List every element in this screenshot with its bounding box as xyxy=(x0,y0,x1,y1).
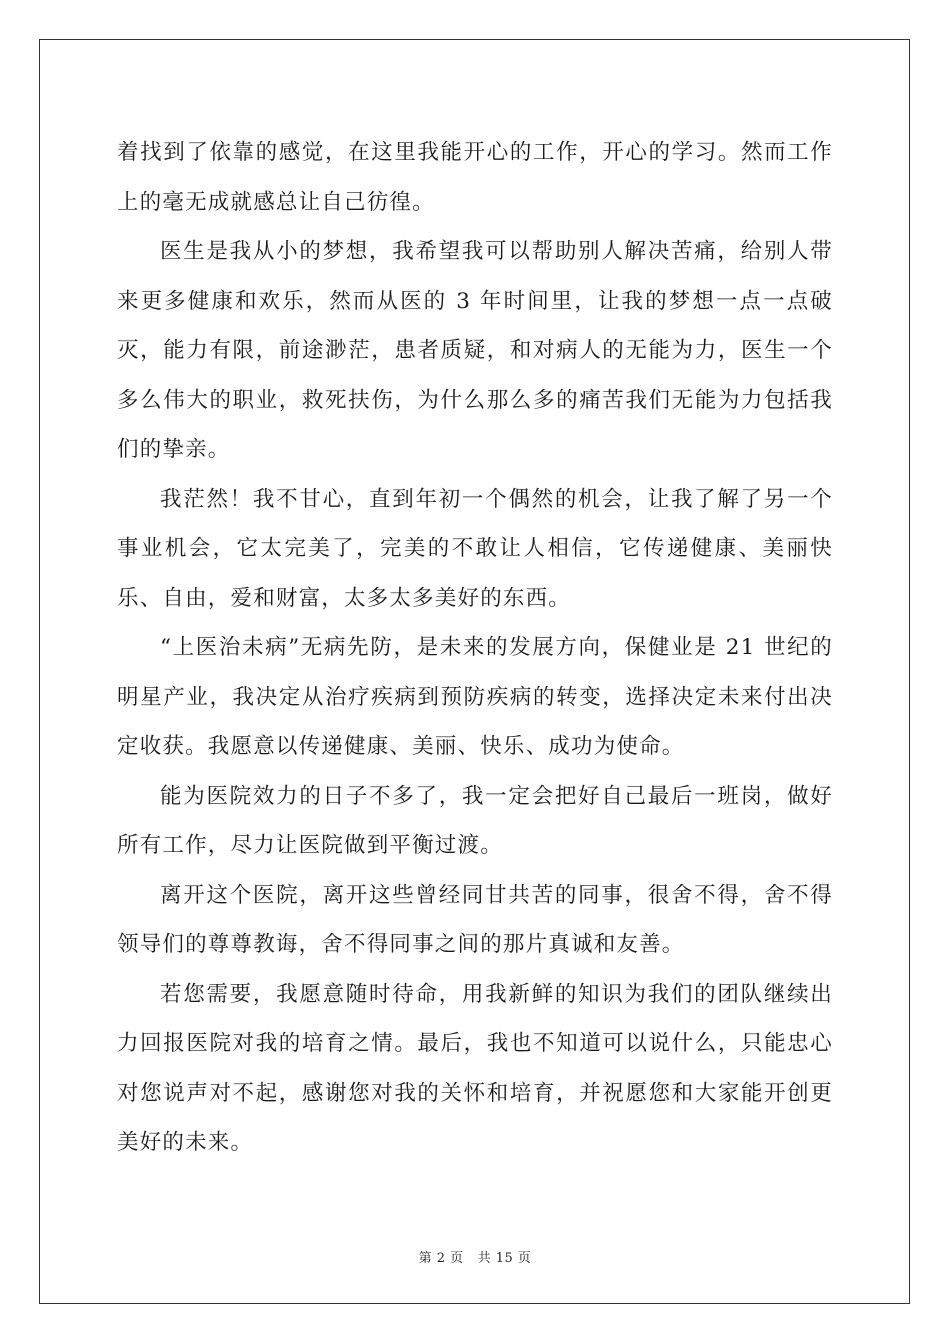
paragraph-2: 医生是我从小的梦想，我希望我可以帮助别人解决苦痛，给别人带来更多健康和欢乐，然而从医的 3 年时间里，让我的梦想一点一点破灭，能力有限，前途渺茫，患者质疑，和对病人的无能为力，医生一个多么伟大的职业，救死扶伤，为什么那么多的痛苦我们无能为力包括我们的挚亲。 xyxy=(117,239,833,462)
page-footer xyxy=(0,1247,950,1266)
page-number: 第 2 页 xyxy=(418,1251,464,1266)
page-total: 共 15 页 xyxy=(477,1251,532,1266)
paragraph-6: 离开这个医院，离开这些曾经同甘共苦的同事，很舍不得，舍不得领导们的尊尊教诲，舍不得同事之间的那片真诚和友善。 xyxy=(117,882,833,957)
paragraph-5: 能为医院效力的日子不多了，我一定会把好自己最后一班岗，做好所有工作，尽力让医院做到平衡过渡。 xyxy=(117,783,833,858)
paragraph-7: 若您需要，我愿意随时待命，用我新鲜的知识为我们的团队继续出力回报医院对我的培育之情。最后，我也不知道可以说什么，只能忠心对您说声对不起，感谢您对我的关怀和培育，并祝愿您和大家能开创更美好的未来。 xyxy=(117,981,833,1155)
document-body xyxy=(117,128,833,1168)
paragraph-3: 我茫然！我不甘心，直到年初一个偶然的机会，让我了解了另一个事业机会，它太完美了，完美的不敢让人相信，它传递健康、美丽快乐、自由，爱和财富，太多太多美好的东西。 xyxy=(117,486,833,611)
paragraph-4: “上医治未病”无病先防，是未来的发展方向，保健业是 21 世纪的明星产业，我决定从治疗疾病到预防疾病的转变，选择决定未来付出决定收获。我愿意以传递健康、美丽、快乐、成功为使命。 xyxy=(117,635,833,759)
paragraph-1: 着找到了依靠的感觉，在这里我能开心的工作，开心的学习。然而工作上的毫无成就感总让自己彷徨。 xyxy=(117,140,833,215)
